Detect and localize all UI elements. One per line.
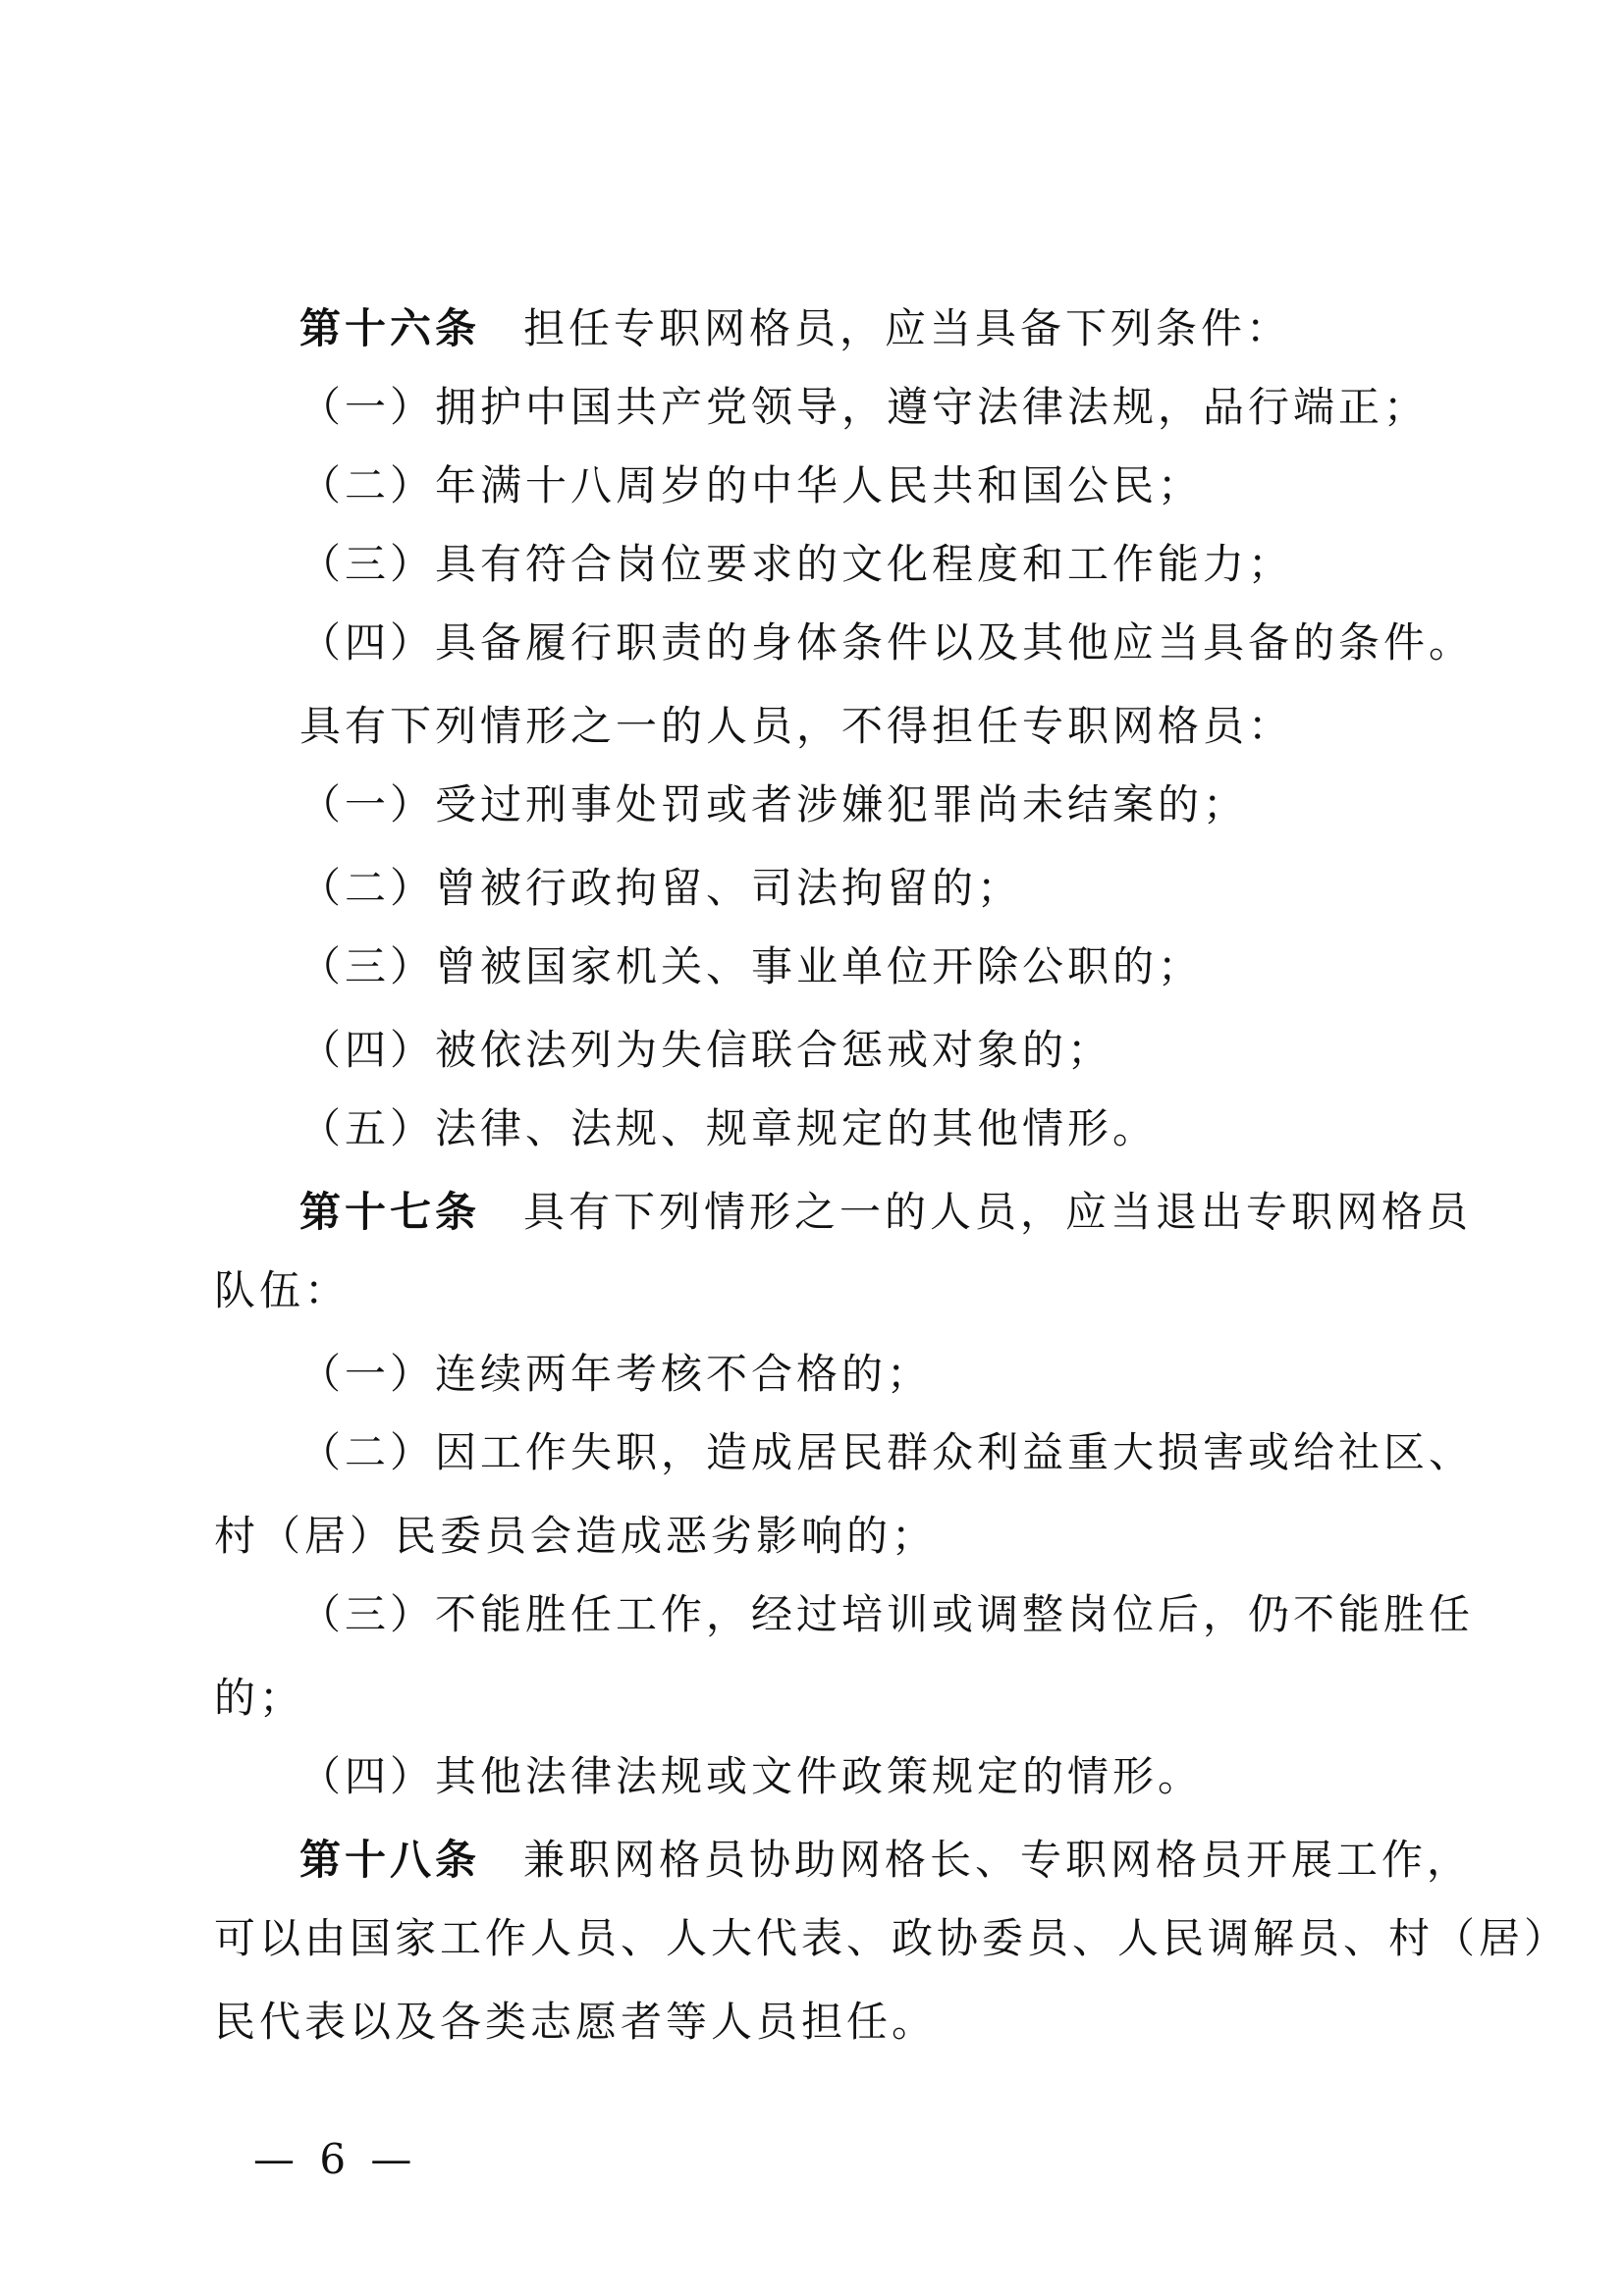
article-16-disq-3: （三）曾被国家机关、事业单位开除公职的； [299, 942, 1204, 990]
article-16-text: 担任专职网格员，应当具备下列条件： [523, 304, 1292, 352]
article-16-disq-4: （四）被依法列为失信联合惩戒对象的； [299, 1026, 1113, 1074]
article-18-heading: 第十八条 [299, 1836, 481, 1884]
article-16-first-line [299, 299, 1291, 358]
article-18-text-1: 兼职网格员协助网格长、专职网格员开展工作， [523, 1836, 1473, 1884]
article-16-item-1: （一）拥护中国共产党领导，遵守法律法规，品行端正； [299, 383, 1430, 431]
article-16-disq-1: （一）受过刑事处罚或者涉嫌犯罪尚未结案的； [299, 780, 1249, 828]
article-16-para2: 具有下列情形之一的人员，不得担任专职网格员： [299, 702, 1294, 750]
article-17-item-3a: （三）不能胜任工作，经过培训或调整岗位后，仍不能胜任 [299, 1590, 1475, 1638]
article-17-item-4: （四）其他法律法规或文件政策规定的情形。 [299, 1752, 1204, 1800]
page-number: — 6 — [253, 2135, 418, 2183]
article-17-item-1: （一）连续两年考核不合格的； [299, 1350, 933, 1398]
article-16-item-4: （四）具备履行职责的身体条件以及其他应当具备的条件。 [299, 618, 1475, 667]
article-18-first-line [299, 1831, 1472, 1890]
article-16-item-2: （二）年满十八周岁的中华人民共和国公民； [299, 461, 1204, 509]
article-17-item-2b: 村（居）民委员会造成恶劣影响的； [214, 1512, 938, 1560]
article-17-item-3b: 的； [214, 1674, 305, 1722]
article-16-disq-5: （五）法律、法规、规章规定的其他情形。 [299, 1104, 1159, 1152]
article-17-heading: 第十七条 [299, 1188, 481, 1236]
article-18-text-3: 民代表以及各类志愿者等人员担任。 [214, 1998, 938, 2046]
article-18-text-2: 可以由国家工作人员、人大代表、政协委员、人民调解员、村（居） [214, 1914, 1570, 1962]
article-17-item-2a: （二）因工作失职，造成居民群众利益重大损害或给社区、 [299, 1428, 1475, 1476]
article-16-disq-2: （二）曾被行政拘留、司法拘留的； [299, 864, 1023, 912]
article-17-text-2: 队伍： [214, 1266, 351, 1314]
article-17-text-1: 具有下列情形之一的人员，应当退出专职网格员 [523, 1188, 1473, 1236]
article-17-first-line [299, 1183, 1472, 1242]
article-16-item-3: （三）具有符合岗位要求的文化程度和工作能力； [299, 540, 1294, 588]
article-16-heading: 第十六条 [299, 304, 481, 352]
